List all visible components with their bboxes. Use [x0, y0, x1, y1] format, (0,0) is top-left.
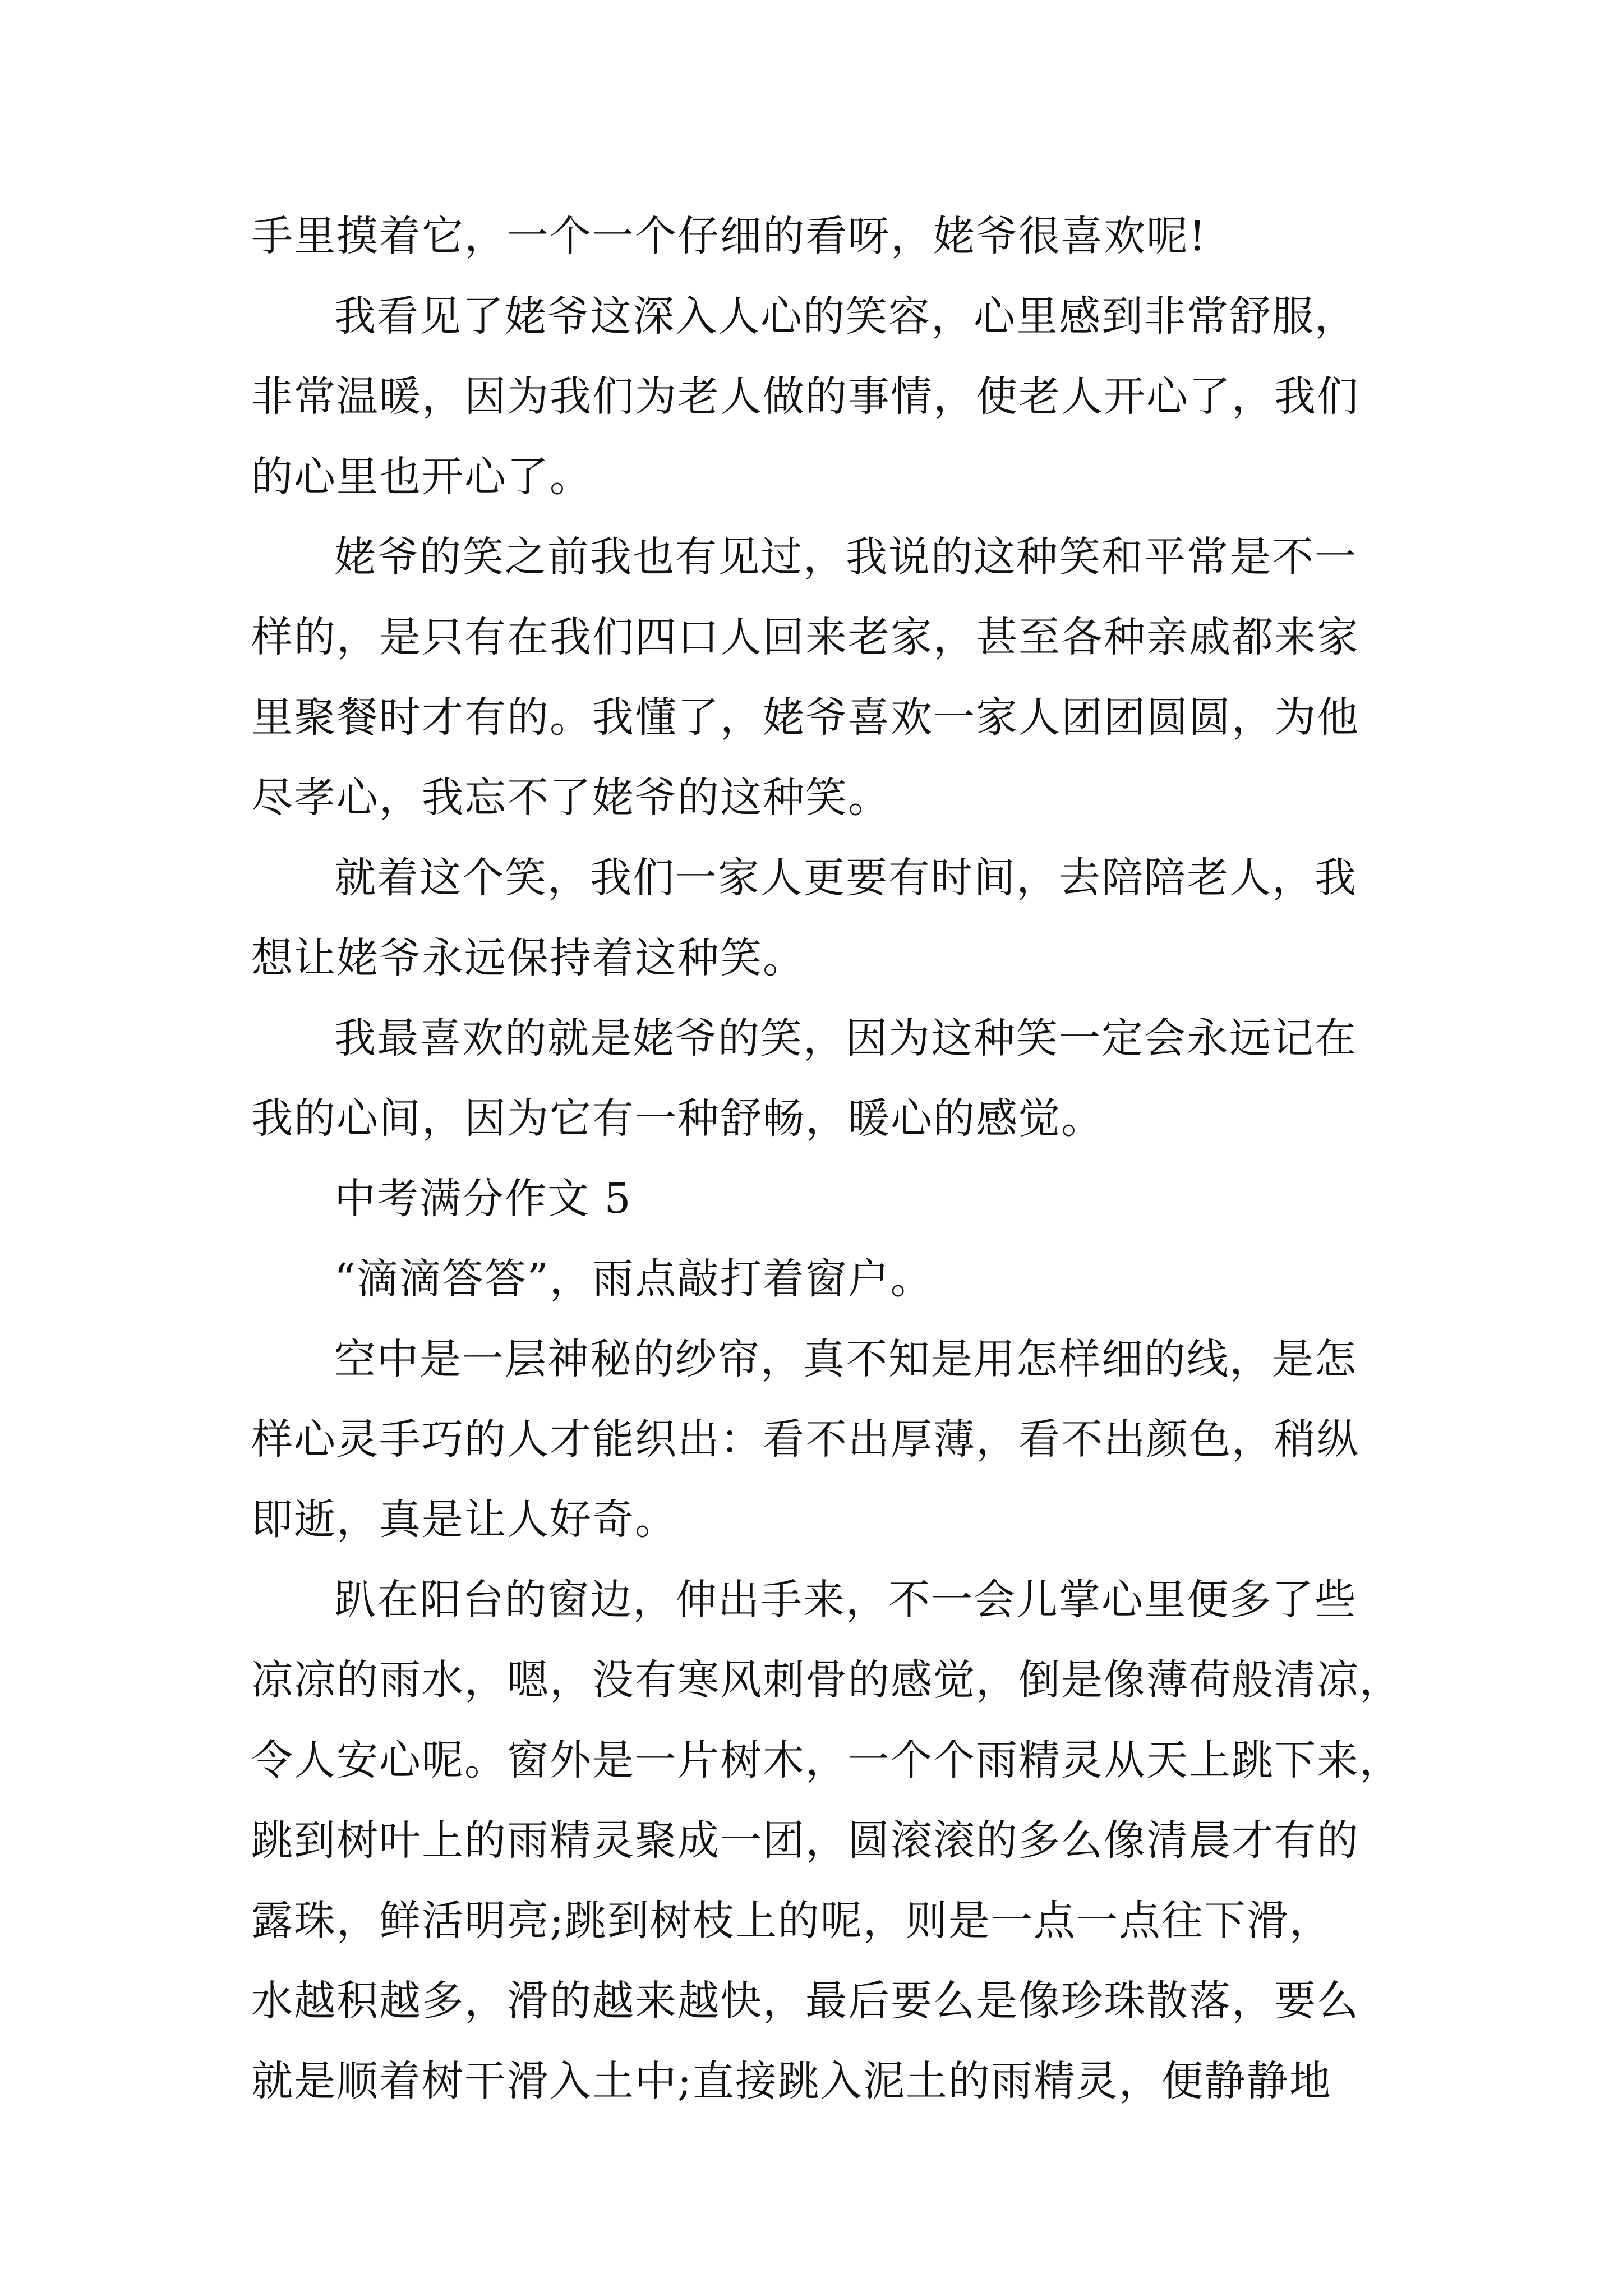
section-heading: 中考满分作文 5 — [334, 1175, 632, 1223]
text-line: 趴在阳台的窗边，伸出手来，不一会儿掌心里便多了些 — [334, 1576, 1357, 1624]
text-line: 我的心间，因为它有一种舒畅，暖心的感觉。 — [251, 1094, 1104, 1143]
text-line: 即逝，真是让人好奇。 — [251, 1496, 677, 1544]
text-line: 姥爷的笑之前我也有见过，我说的这种笑和平常是不一 — [334, 533, 1357, 581]
text-line: 我看见了姥爷这深入人心的笑容，心里感到非常舒服， — [334, 292, 1357, 341]
text-line: 凉凉的雨水，嗯，没有寒风刺骨的感觉，倒是像薄荷般清凉， — [251, 1656, 1402, 1704]
text-line: 露珠，鲜活明亮;跳到树枝上的呢，则是一点一点往下滑， — [251, 1897, 1332, 1945]
text-line: 我最喜欢的就是姥爷的笑，因为这种笑一定会永远记在 — [334, 1014, 1357, 1062]
text-line: 非常温暖，因为我们为老人做的事情，使老人开心了，我们 — [251, 372, 1359, 421]
text-line: 样的，是只有在我们四口人回来老家，甚至各种亲戚都来家 — [251, 613, 1359, 661]
text-line: 水越积越多，滑的越来越快，最后要么是像珍珠散落，要么 — [251, 1977, 1359, 2025]
text-line: 样心灵手巧的人才能织出：看不出厚薄，看不出颜色，稍纵 — [251, 1415, 1359, 1464]
text-line: 就是顺着树干滑入土中;直接跳入泥土的雨精灵，便静静地 — [251, 2057, 1332, 2105]
text-line: 尽孝心，我忘不了姥爷的这种笑。 — [251, 774, 891, 822]
text-line: 跳到树叶上的雨精灵聚成一团，圆滚滚的多么像清晨才有的 — [251, 1816, 1359, 1865]
text-line: 里聚餐时才有的。我懂了，姥爷喜欢一家人团团圆圆，为他 — [251, 693, 1359, 742]
text-line: 的心里也开心了。 — [251, 453, 592, 501]
text-line: 就着这个笑，我们一家人更要有时间，去陪陪老人，我 — [334, 854, 1357, 902]
document-page — [251, 196, 1402, 2122]
text-line: 空中是一层神秘的纱帘，真不知是用怎样细的线，是怎 — [334, 1335, 1357, 1383]
text-line: 令人安心呢。窗外是一片树木，一个个雨精灵从天上跳下来， — [251, 1736, 1402, 1784]
text-line: 想让姥爷永远保持着这种笑。 — [251, 934, 805, 982]
text-line: 手里摸着它，一个一个仔细的看呀，姥爷很喜欢呢! — [251, 212, 1207, 260]
text-line: “滴滴答答”，雨点敲打着窗户。 — [334, 1255, 933, 1303]
